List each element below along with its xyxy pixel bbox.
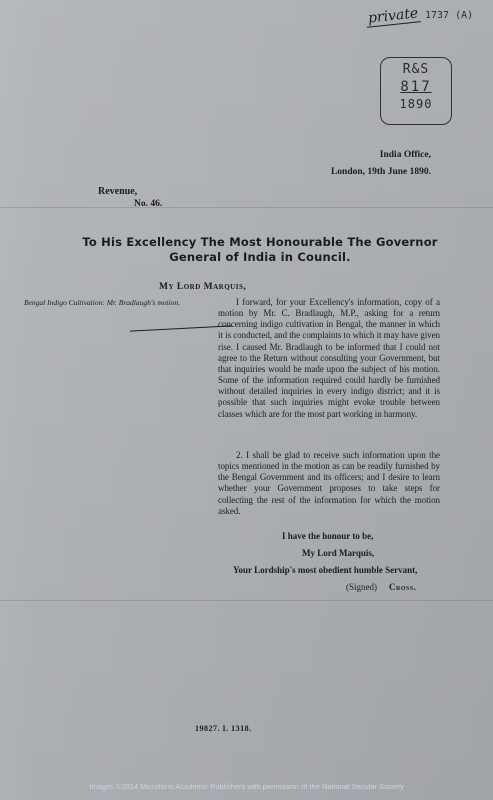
- letter-date: London, 19th June 1890.: [330, 167, 431, 177]
- image-credit: Images ©2014 Microform Academic Publishers with permission of the National Secular Society: [89, 782, 404, 791]
- stamp-line-1: R&S: [402, 62, 430, 77]
- signatory-name: Cross.: [389, 582, 417, 592]
- department-label: Revenue,: [98, 186, 138, 197]
- paragraph-1: I forward, for your Excellency's information, copy of a motion by Mr. C. Bradlaugh, M.P., asking for a return concerning indigo cultivation in Bengal, the manner in which it is conducted, and the complaints to which it may have given rise. I caused Mr. Bradlaugh to be informed that I could not agree to the Return without consulting your Government, but that inquiries would be made upon the subject of his motion. Some of the information required could hardly be furnished without detailed inquiries in every indigo district; and it is possible that such inquiries might evoke trouble between classes which are for the most part working in harmony.: [218, 297, 440, 419]
- title-line-2: General of India in Council.: [169, 250, 351, 264]
- closing-line-1: I have the honour to be,: [282, 531, 374, 541]
- letter-place: India Office,: [379, 150, 431, 160]
- archive-stamp: [380, 57, 452, 125]
- signed-label: (Signed): [346, 582, 377, 592]
- handwritten-annotation: private: [365, 5, 421, 28]
- reference-number: 1737 (A): [425, 10, 474, 21]
- title-line-1: To His Excellency The Most Honourable The Governor: [82, 235, 438, 249]
- paper-fold-line: [0, 207, 493, 208]
- stamp-line-3: 1890: [399, 97, 433, 111]
- margin-leader-line: [130, 325, 232, 331]
- print-code: 19827. I. 1318.: [195, 724, 252, 733]
- closing-line-2: My Lord Marquis,: [302, 548, 375, 558]
- letter-place-date: [331, 147, 431, 181]
- salutation: My Lord Marquis,: [159, 282, 247, 292]
- signature-line: [346, 579, 416, 596]
- letter-number: No. 46.: [134, 199, 163, 209]
- stamp-line-2: 817: [400, 79, 432, 95]
- addressee-title: [60, 235, 460, 265]
- paragraph-2: 2. I shall be glad to receive such information upon the topics mentioned in the motion as can be readily furnished by the Bengal Government and its officers; and I desire to learn whether your Government proposes to take steps for collecting the rest of the information for which the motion asked.: [218, 450, 440, 516]
- margin-note: Bengal Indigo Cultivation: Mr. Bradlaugh's motion.: [24, 298, 180, 307]
- closing-line-3: Your Lordship's most obedient humble Servant,: [233, 565, 418, 575]
- paper-fold-line: [0, 600, 493, 601]
